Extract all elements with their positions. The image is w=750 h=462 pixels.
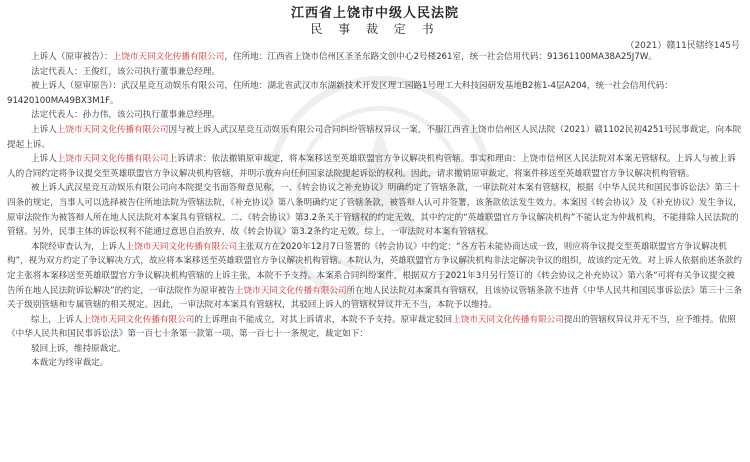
- ruling-line-2: 本裁定为终审裁定。: [31, 358, 109, 369]
- conclusion-c: 提出的管辖权异议并无不当，应予维持。依照《中华人民共和国民事诉讼法》第一百七十条第一款第一项、第一百七十一条规定，裁定如下：: [7, 314, 736, 340]
- claim-paragraph: [7, 152, 743, 181]
- appellant-paragraph: [7, 50, 743, 65]
- opinion-party-name-1: 上饶市天同文化传播有限公司: [125, 241, 238, 252]
- case-number: （2021）赣11民辖终145号: [625, 41, 740, 51]
- opinion-b: 主张双方在2020年12月7日签署的《转会协议》中约定：“各方若未能协商达成一致，则应将争议提交至英雄联盟官方争议解决机构”，视为双方约定了争议解决方式，故应将本案移送至英雄联盟官方争议解决机构管辖。本院认为，英雄联盟官方争议解决机构非法定解决争议的组织，故该约定无效。对上诉人依据前述条款约定主张将本案移送至英雄联盟官方争议解决机构管辖的上诉主张，本院不予支持。本案系合同纠纷案件，根据双方于2021年3月另行签订的《转会协议之补充协议》第六条“可将有关争议提交被告所在地人民法院诉讼解决”的约定，一审法院作为原审被告: [7, 241, 742, 296]
- appellee-line1: 被上诉人（原审原告）：武汉星竞互动娱乐有限公司，住所地：湖北省武汉市东湖新技术开发区理工园路1号理工大科技园研发基地B2栋1-4层A204，统一社会信用代码：: [31, 81, 673, 92]
- opinion-party-name-2: 上饶市天同文化传播有限公司: [234, 285, 347, 296]
- appellant-name: 上饶市天同文化传播有限公司: [112, 52, 225, 62]
- appellee-representative: 法定代表人：孙力伟，该公司执行董事兼总经理。: [31, 110, 221, 121]
- conclusion-b: 的上诉理由不能成立，对其上诉请求，本院不予支持。原审裁定驳回: [194, 314, 453, 325]
- appellee-paragraph: [7, 79, 743, 108]
- claim-b: 上诉请求：依法撤销原审裁定，将本案移送至英雄联盟官方争议解决机构管辖。事实和理由：上饶市信州区人民法院对本案无管辖权。上诉人与被上诉人的合同约定将争议提交至英雄联盟官方争议解决机构管辖，并明示放弃向任何国家法院提起诉讼的权利。因此，请求撤销原审裁定，将案件移送至英雄联盟官方争议解决机构管辖。: [7, 154, 736, 179]
- conclusion-party-name-2: 上饶市天同文化传播有限公司: [452, 314, 564, 325]
- appellant-role: 上诉人（原审被告）：: [31, 52, 113, 62]
- opinion-a: 本院经审查认为，上诉人: [31, 241, 126, 252]
- appellant-representative: 法定代表人：王俊红，该公司执行董事兼总经理。: [31, 66, 221, 77]
- conclusion-paragraph: [7, 313, 743, 342]
- intro-b: 因与被上诉人武汉星竞互动娱乐有限公司合同纠纷管辖权异议一案，不服江西省上饶市信州区人民法院（2021）赣1102民初4251号民事裁定，向本院提起上诉。: [7, 124, 742, 150]
- conclusion-a: 综上，上诉人: [31, 314, 83, 325]
- opinion-c: 所在地人民法院对本案具有管辖权，且该协议管辖条款不违背《中华人民共和国民事诉讼法》第三十三条关于级别管辖和专属管辖的相关规定。因此，一审法院对本案具有管辖权，其驳回上诉人的管辖权异议并无不当，本院予以维持。: [7, 285, 742, 311]
- court-name: 江西省上饶市中级人民法院: [290, 6, 459, 21]
- intro-paragraph: [7, 123, 743, 152]
- defense-paragraph: 被上诉人武汉星竞互动娱乐有限公司向本院提交书面答辩意见称，一、《转会协议之补充协议》明确约定了管辖条款，一审法院对本案有管辖权，根据《中华人民共和国民事诉讼法》第三十四条的规定，当事人可以选择被告住所地法院为管辖法院，《补充协议》第八条明确约定了管辖条款，被答辩人认可并签署，该条款依法发生效力。本案因《转会协议》及《补充协议》发生争议，原审法院作为被答辩人所在地人民法院对本案具有管辖权。二、《转会协议》第3.2条关于管辖权的约定无效，其中约定的“英雄联盟官方争议解决机构”不能认定为仲裁机构，不能排除人民法院的管辖。另外，民事主体的诉讼权利不能通过意思自治放弃，故《转会协议》第3.2条约定无效。综上，一审法院对本案有管辖权。: [7, 183, 742, 238]
- intro-a: 上诉人: [31, 124, 57, 135]
- document-type: 民 事 裁 定 书: [310, 22, 440, 36]
- intro-party-name: 上饶市天同文化传播有限公司: [56, 124, 169, 135]
- conclusion-party-name-1: 上饶市天同文化传播有限公司: [82, 314, 195, 325]
- appellant-details: ，住所地：江西省上饶市信州区圣圣东路文创中心2号楼261室，统一社会信用代码：91361100MA38A25J7W。: [224, 52, 657, 62]
- claim-a: 上诉人: [31, 154, 57, 165]
- claim-party-name: 上饶市天同文化传播有限公司: [56, 154, 169, 165]
- appellee-line2: 91420100MA49BX3M1F。: [7, 95, 119, 106]
- opinion-paragraph: [7, 240, 743, 313]
- ruling-line-1: 驳回上诉，维持原裁定。: [31, 343, 126, 354]
- document-body: [7, 50, 743, 371]
